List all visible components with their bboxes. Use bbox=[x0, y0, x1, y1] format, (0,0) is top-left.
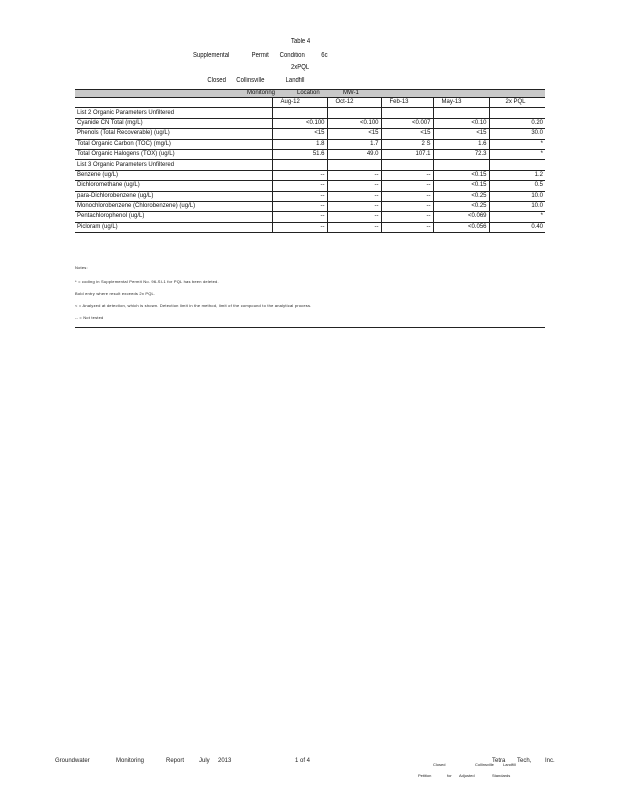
table-row-section bbox=[75, 160, 545, 170]
value-cell: 1.7 bbox=[327, 139, 381, 149]
footer-word: July bbox=[199, 758, 210, 764]
column-header: Feb-13 bbox=[381, 98, 433, 108]
footer-word: Closed bbox=[433, 762, 446, 767]
parameter-label: Picloram (ug/L) bbox=[75, 222, 272, 232]
empty-cell bbox=[489, 108, 545, 118]
footer-word: Monitoring bbox=[116, 758, 145, 764]
value-cell: <0.25 bbox=[433, 201, 489, 211]
note-line: -- = Not tested bbox=[75, 315, 104, 320]
value-cell: <0.069 bbox=[433, 212, 489, 222]
note-line: * = coding in Supplemental Permit No. 96-SI-1 for PQL has been deleted. bbox=[75, 279, 219, 284]
band-cell bbox=[75, 90, 545, 98]
value-cell: -- bbox=[381, 181, 433, 191]
value-cell: 1.2 bbox=[489, 170, 545, 180]
value-cell: 0.5 bbox=[489, 181, 545, 191]
value-cell: 0.20 bbox=[489, 118, 545, 128]
section-label: List 3 Organic Parameters Unfiltered bbox=[75, 160, 272, 170]
value-cell: -- bbox=[327, 212, 381, 222]
table-row bbox=[75, 170, 545, 180]
results-table bbox=[75, 89, 545, 233]
value-cell: -- bbox=[381, 201, 433, 211]
note-line: < = Analyzed at detection, which is shown. Detection limit in the method, limit of the compound to the analytical process. bbox=[75, 303, 312, 308]
footer-word: Petition bbox=[418, 773, 432, 778]
column-header: Aug-12 bbox=[272, 98, 327, 108]
parameter-label: Total Organic Halogens (TOX) (ug/L) bbox=[75, 149, 272, 159]
value-cell: <0.007 bbox=[381, 118, 433, 128]
table-row bbox=[75, 149, 545, 159]
header-line-pql bbox=[291, 64, 309, 71]
value-cell: * bbox=[489, 139, 545, 149]
empty-cell bbox=[272, 108, 327, 118]
value-cell: -- bbox=[381, 191, 433, 201]
value-cell: 30.0 bbox=[489, 129, 545, 139]
value-cell: -- bbox=[327, 201, 381, 211]
header-word: Condition bbox=[279, 52, 305, 59]
column-header: May-13 bbox=[433, 98, 489, 108]
footer-word: Report bbox=[166, 758, 185, 764]
value-cell: -- bbox=[272, 181, 327, 191]
empty-cell bbox=[381, 160, 433, 170]
value-cell: <0.15 bbox=[433, 181, 489, 191]
value-cell: 1.8 bbox=[272, 139, 327, 149]
column-header: Oct-12 bbox=[327, 98, 381, 108]
value-cell: <0.100 bbox=[272, 118, 327, 128]
value-cell: -- bbox=[272, 201, 327, 211]
table-row bbox=[75, 129, 545, 139]
table-row bbox=[75, 201, 545, 211]
value-cell: * bbox=[489, 212, 545, 222]
table-number bbox=[291, 38, 310, 45]
empty-cell bbox=[381, 108, 433, 118]
header-word: Collinsville bbox=[236, 77, 265, 84]
table-row-section bbox=[75, 108, 545, 118]
parameter-label: Phenols (Total Recoverable) (ug/L) bbox=[75, 129, 272, 139]
monitoring-location-band bbox=[75, 90, 545, 98]
header-word: Landfill bbox=[285, 77, 305, 84]
value-cell: <0.056 bbox=[433, 222, 489, 232]
value-cell: <15 bbox=[433, 129, 489, 139]
notes-divider bbox=[75, 327, 545, 328]
value-cell: <0.10 bbox=[433, 118, 489, 128]
value-cell: <15 bbox=[272, 129, 327, 139]
table-row bbox=[75, 222, 545, 232]
table-row bbox=[75, 181, 545, 191]
parameter-label: Dichloromethane (ug/L) bbox=[75, 181, 272, 191]
table-row bbox=[75, 191, 545, 201]
value-cell: <15 bbox=[327, 129, 381, 139]
footer-word: Tech, bbox=[517, 758, 532, 764]
footer-word: 2013 bbox=[218, 758, 232, 764]
value-cell: 10.0 bbox=[489, 191, 545, 201]
column-header-row bbox=[75, 98, 545, 108]
header-blank-cell bbox=[75, 98, 272, 108]
header-word: 6c bbox=[321, 52, 328, 59]
value-cell: <0.100 bbox=[327, 118, 381, 128]
footer-word: Collinsville bbox=[475, 762, 494, 767]
band-word: Location bbox=[297, 90, 320, 96]
value-cell: 2 S bbox=[381, 139, 433, 149]
value-cell: -- bbox=[272, 191, 327, 201]
section-label: List 2 Organic Parameters Unfiltered bbox=[75, 108, 272, 118]
table-number-text: Table 4 bbox=[291, 38, 311, 45]
table-row bbox=[75, 139, 545, 149]
value-cell: 51.6 bbox=[272, 149, 327, 159]
footer-word: Adjusted bbox=[459, 773, 475, 778]
empty-cell bbox=[489, 160, 545, 170]
header-word: Supplemental bbox=[192, 52, 230, 59]
empty-cell bbox=[433, 108, 489, 118]
footer-word: Landfill bbox=[503, 762, 516, 767]
value-cell: 107.1 bbox=[381, 149, 433, 159]
value-cell: <0.15 bbox=[433, 170, 489, 180]
value-cell: -- bbox=[327, 170, 381, 180]
empty-cell bbox=[327, 108, 381, 118]
note-line: Bold entry where result exceeds 2x PQL. bbox=[75, 291, 156, 296]
value-cell: * bbox=[489, 149, 545, 159]
value-cell: -- bbox=[381, 212, 433, 222]
column-header: 2x PQL bbox=[489, 98, 545, 108]
notes-title: Notes: bbox=[75, 265, 88, 270]
footer-word: Standards bbox=[492, 773, 511, 778]
band-word: MW-1 bbox=[343, 90, 359, 96]
value-cell: -- bbox=[381, 170, 433, 180]
header-line-site bbox=[0, 77, 525, 87]
parameter-label: Benzene (ug/L) bbox=[75, 170, 272, 180]
footer-word: for bbox=[447, 773, 452, 778]
value-cell: -- bbox=[327, 181, 381, 191]
value-cell: <15 bbox=[381, 129, 433, 139]
header-word: 2xPQL bbox=[291, 64, 310, 71]
value-cell: 10.0 bbox=[489, 201, 545, 211]
value-cell: -- bbox=[381, 222, 433, 232]
parameter-label: Total Organic Carbon (TOC) (mg/L) bbox=[75, 139, 272, 149]
empty-cell bbox=[327, 160, 381, 170]
footer-right bbox=[0, 758, 618, 768]
footer-word: Groundwater bbox=[55, 758, 90, 764]
value-cell: 72.3 bbox=[433, 149, 489, 159]
value-cell: <0.25 bbox=[433, 191, 489, 201]
value-cell: 49.0 bbox=[327, 149, 381, 159]
header-line-permit bbox=[0, 52, 525, 62]
parameter-label: Pentachlorophenol (ug/L) bbox=[75, 212, 272, 222]
footer-page-number: 1 of 4 bbox=[295, 758, 311, 764]
value-cell: -- bbox=[272, 170, 327, 180]
empty-cell bbox=[433, 160, 489, 170]
table-row bbox=[75, 118, 545, 128]
footer-word: Tetra bbox=[492, 758, 506, 764]
value-cell: 0.40 bbox=[489, 222, 545, 232]
empty-cell bbox=[272, 160, 327, 170]
table-row bbox=[75, 212, 545, 222]
parameter-label: Cyanide CN Total (mg/L) bbox=[75, 118, 272, 128]
value-cell: -- bbox=[272, 212, 327, 222]
header-word: Closed bbox=[207, 77, 226, 84]
value-cell: 1.6 bbox=[433, 139, 489, 149]
footer-word: Inc. bbox=[545, 758, 555, 764]
band-word: Monitoring bbox=[247, 90, 276, 96]
parameter-label: Monochlorobenzene (Chlorobenzene) (ug/L) bbox=[75, 201, 272, 211]
parameter-label: para-Dichlorobenzene (ug/L) bbox=[75, 191, 272, 201]
value-cell: -- bbox=[327, 222, 381, 232]
value-cell: -- bbox=[272, 222, 327, 232]
value-cell: -- bbox=[327, 191, 381, 201]
header-word: Permit bbox=[251, 52, 269, 59]
